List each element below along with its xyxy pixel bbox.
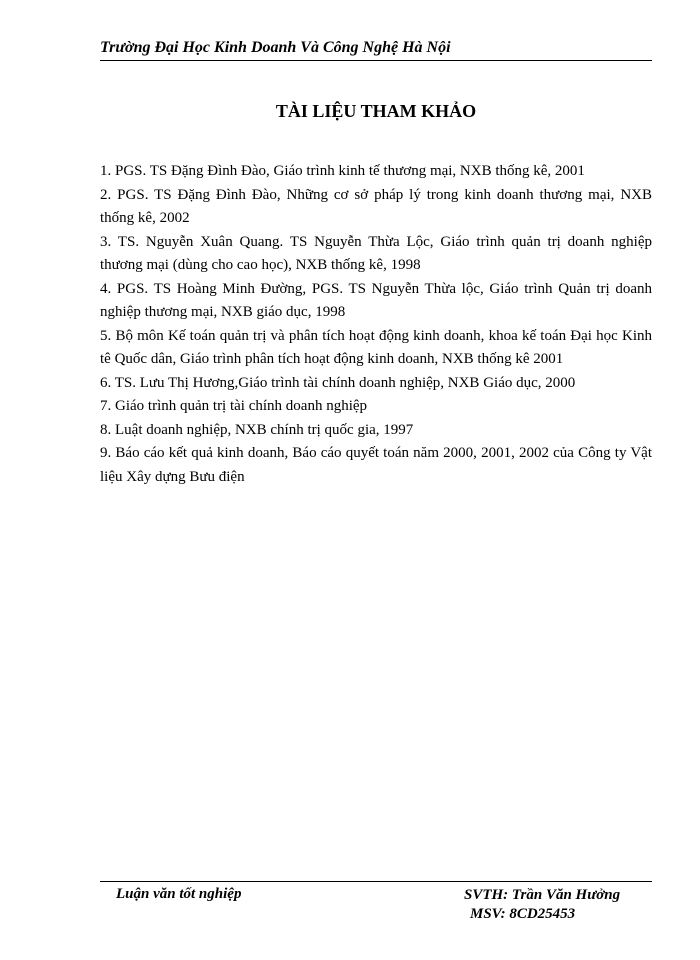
reference-item-1: 1. PGS. TS Đặng Đình Đào, Giáo trình kinh tế thương mại, NXB thống kê, 2001 — [100, 163, 585, 179]
page-header — [100, 38, 652, 61]
university-name: Trường Đại Học Kinh Doanh Và Công Nghệ Hà Nội — [100, 39, 451, 56]
reference-item-7: 7. Giáo trình quản trị tài chính doanh nghiệp — [100, 398, 368, 414]
reference-list — [100, 160, 652, 489]
reference-item-4: 4. PGS. TS Hoàng Minh Đường, PGS. TS Nguyễn Thừa lộc, Giáo trình Quản trị doanh nghiệp thương mại, NXB giáo dục, 1998 — [100, 280, 652, 320]
document-title: TÀI LIỆU THAM KHẢO — [275, 101, 477, 121]
reference-item-8: 8. Luật doanh nghiệp, NXB chính trị quốc gia, 1997 — [100, 421, 414, 438]
reference-item-6: 6. TS. Lưu Thị Hương,Giáo trình tài chính doanh nghiệp, NXB Giáo dục, 2000 — [100, 374, 576, 391]
reference-item-5: 5. Bộ môn Kế toán quản trị và phân tích hoạt động kinh doanh, khoa kế toán Đại học Kinh tê Quốc dân, Giáo trình phân tích hoạt động kinh doanh, NXB thống kê 2001 — [100, 327, 652, 367]
thesis-label: Luận văn tốt nghiệp — [116, 886, 242, 902]
reference-item-9: 9. Báo cáo kết quả kinh doanh, Báo cáo quyết toán năm 2000, 2001, 2002 của Công ty Vật liệu Xây dựng Bưu điện — [100, 445, 652, 485]
reference-item-3: 3. TS. Nguyễn Xuân Quang. TS Nguyễn Thừa Lộc, Giáo trình quản trị doanh nghiệp thương mại (dùng cho cao học), NXB thống kê, 1998 — [100, 233, 652, 273]
page-footer — [100, 881, 652, 932]
reference-item-2: 2. PGS. TS Đặng Đình Đào, Những cơ sở pháp lý trong kinh doanh thương mại, NXB thống kê, 2002 — [100, 186, 652, 226]
student-name: SVTH: Trần Văn Hưởng — [464, 887, 621, 903]
student-id: MSV: 8CD25453 — [470, 906, 576, 922]
student-info — [464, 886, 620, 924]
